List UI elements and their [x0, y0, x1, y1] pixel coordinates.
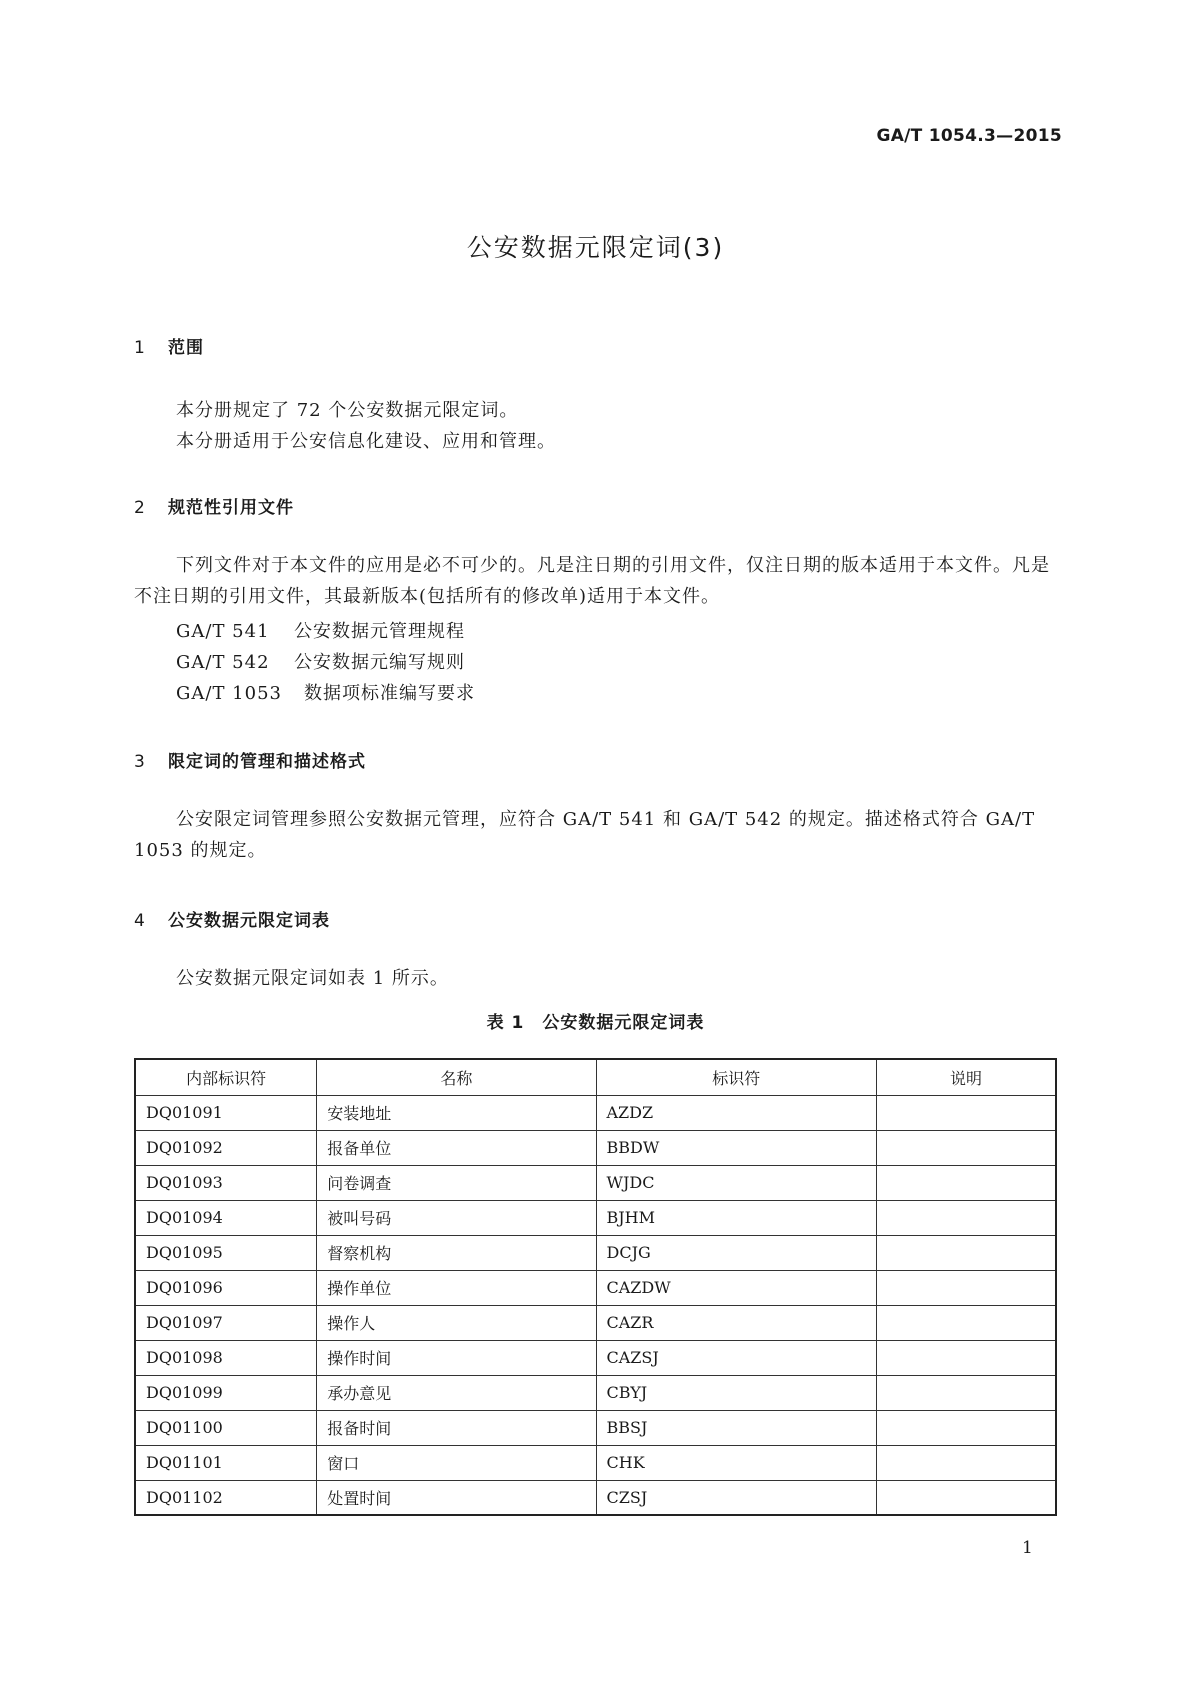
- table-cell: [876, 1235, 1056, 1270]
- reference-title: 公安数据元管理规程: [294, 621, 465, 642]
- table-cell: 报备时间: [317, 1410, 596, 1445]
- reference-code: GA/T 542: [176, 652, 270, 673]
- reference-item: [176, 648, 465, 674]
- table-cell: DQ01101: [135, 1445, 317, 1480]
- table-row: [135, 1130, 1056, 1165]
- table-cell: 安装地址: [317, 1095, 596, 1130]
- table-cell: DQ01097: [135, 1305, 317, 1340]
- table-cell: 被叫号码: [317, 1200, 596, 1235]
- table-cell: DCJG: [596, 1235, 876, 1270]
- reference-item: [176, 679, 475, 705]
- table-cell: CAZSJ: [596, 1340, 876, 1375]
- section-number: 4: [134, 911, 146, 931]
- table-cell: DQ01091: [135, 1095, 317, 1130]
- table-row: [135, 1375, 1056, 1410]
- table-cell: 操作单位: [317, 1270, 596, 1305]
- section-4-heading: [134, 906, 330, 931]
- table-cell: [876, 1480, 1056, 1515]
- table-cell: DQ01099: [135, 1375, 317, 1410]
- table-cell: AZDZ: [596, 1095, 876, 1130]
- section-title: 公安数据元限定词表: [168, 911, 330, 931]
- table-cell: DQ01096: [135, 1270, 317, 1305]
- table-cell: 承办意见: [317, 1375, 596, 1410]
- management-paragraph: 公安限定词管理参照公安数据元管理，应符合 GA/T 541 和 GA/T 542 的规定。描述格式符合 GA/T 1053 的规定。: [134, 809, 1036, 861]
- table-intro: 公安数据元限定词如表 1 所示。: [176, 968, 449, 989]
- table-cell: BBSJ: [596, 1410, 876, 1445]
- table-cell: WJDC: [596, 1165, 876, 1200]
- standard-code: GA/T 1054.3—2015: [876, 126, 1062, 146]
- table-cell: [876, 1200, 1056, 1235]
- table-row: [135, 1270, 1056, 1305]
- section-number: 1: [134, 338, 146, 358]
- table-cell: [876, 1305, 1056, 1340]
- scope-paragraph-2: 本分册适用于公安信息化建设、应用和管理。: [176, 431, 556, 452]
- section-1-heading: [134, 333, 204, 358]
- table-cell: [876, 1165, 1056, 1200]
- column-header: 说明: [876, 1059, 1056, 1095]
- table-cell: 处置时间: [317, 1480, 596, 1515]
- table-row: [135, 1445, 1056, 1480]
- table-row: [135, 1235, 1056, 1270]
- table-cell: [876, 1095, 1056, 1130]
- table-row: [135, 1480, 1056, 1515]
- table-cell: BJHM: [596, 1200, 876, 1235]
- table-cell: 督察机构: [317, 1235, 596, 1270]
- table-cell: CAZDW: [596, 1270, 876, 1305]
- qualifier-table: [134, 1058, 1057, 1516]
- reference-code: GA/T 1053: [176, 683, 282, 704]
- table-row: [135, 1340, 1056, 1375]
- table-row: [135, 1305, 1056, 1340]
- table-cell: DQ01095: [135, 1235, 317, 1270]
- section-title: 规范性引用文件: [168, 498, 294, 518]
- table-cell: 窗口: [317, 1445, 596, 1480]
- table-cell: DQ01092: [135, 1130, 317, 1165]
- section-3-heading: [134, 747, 366, 772]
- table-cell: CZSJ: [596, 1480, 876, 1515]
- table-cell: CBYJ: [596, 1375, 876, 1410]
- column-header: 名称: [317, 1059, 596, 1095]
- table-row: [135, 1165, 1056, 1200]
- section-number: 3: [134, 752, 146, 772]
- table-row: [135, 1410, 1056, 1445]
- table-cell: [876, 1270, 1056, 1305]
- table-cell: [876, 1340, 1056, 1375]
- page-number: 1: [1022, 1538, 1033, 1558]
- table-cell: 操作人: [317, 1305, 596, 1340]
- reference-title: 数据项标准编写要求: [304, 683, 475, 704]
- table-cell: DQ01102: [135, 1480, 317, 1515]
- normative-refs-intro: 下列文件对于本文件的应用是必不可少的。凡是注日期的引用文件，仅注日期的版本适用于本文件。凡是不注日期的引用文件，其最新版本(包括所有的修改单)适用于本文件。: [134, 555, 1050, 607]
- section-title: 限定词的管理和描述格式: [168, 752, 366, 772]
- table-cell: 操作时间: [317, 1340, 596, 1375]
- table-header-row: [135, 1059, 1056, 1095]
- section-title: 范围: [168, 338, 204, 358]
- table-cell: DQ01094: [135, 1200, 317, 1235]
- section-number: 2: [134, 498, 146, 518]
- column-header: 内部标识符: [135, 1059, 317, 1095]
- table-cell: BBDW: [596, 1130, 876, 1165]
- reference-title: 公安数据元编写规则: [294, 652, 465, 673]
- reference-code: GA/T 541: [176, 621, 270, 642]
- table-cell: CHK: [596, 1445, 876, 1480]
- table-cell: [876, 1410, 1056, 1445]
- table-caption: 表 1 公安数据元限定词表: [486, 1013, 705, 1033]
- section-2-heading: [134, 493, 294, 518]
- table-cell: 报备单位: [317, 1130, 596, 1165]
- table-row: [135, 1095, 1056, 1130]
- reference-item: [176, 617, 465, 643]
- table-cell: CAZR: [596, 1305, 876, 1340]
- table-cell: DQ01098: [135, 1340, 317, 1375]
- table-cell: [876, 1375, 1056, 1410]
- table-cell: [876, 1130, 1056, 1165]
- table-cell: DQ01100: [135, 1410, 317, 1445]
- table-cell: 问卷调查: [317, 1165, 596, 1200]
- document-title: 公安数据元限定词(3): [466, 233, 725, 262]
- scope-paragraph-1: 本分册规定了 72 个公安数据元限定词。: [176, 400, 519, 421]
- table-cell: DQ01093: [135, 1165, 317, 1200]
- table-cell: [876, 1445, 1056, 1480]
- column-header: 标识符: [596, 1059, 876, 1095]
- table-row: [135, 1200, 1056, 1235]
